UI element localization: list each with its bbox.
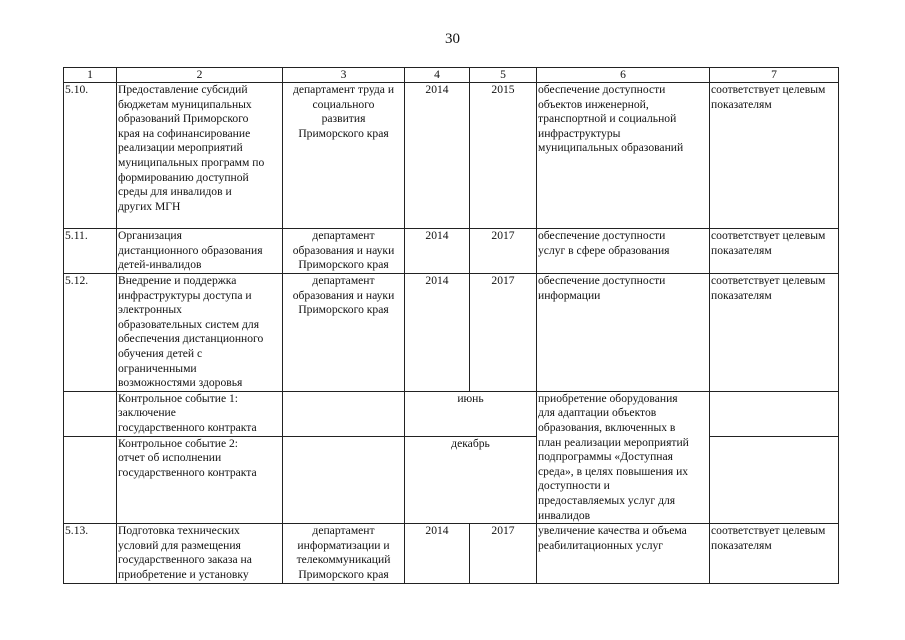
empty-cell xyxy=(64,436,117,523)
expected-result: обеспечение доступности объектов инженерной, транспортной и социальной инфраструктуры муниципальных образований xyxy=(537,83,710,229)
table-row xyxy=(64,83,839,229)
expected-result: обеспечение доступности информации xyxy=(537,274,710,392)
column-header: 2 xyxy=(117,68,283,83)
activity-name: Внедрение и поддержка инфраструктуры доступа и электронных образовательных систем для обеспечения дистанционного обучения детей с ограниченными возможностями здоровья xyxy=(117,274,283,392)
row-number: 5.13. xyxy=(64,524,117,584)
empty-cell xyxy=(710,436,839,523)
control-event-row xyxy=(64,391,839,436)
activity-name: Предоставление субсидий бюджетам муниципальных образований Приморского края на софинансирование реализации мероприятий муниципальных программ по формированию доступной среды для инвалидов и других МГН xyxy=(117,83,283,229)
column-header: 6 xyxy=(537,68,710,83)
activity-name: Организация дистанционного образования детей-инвалидов xyxy=(117,229,283,274)
column-header: 5 xyxy=(470,68,537,83)
start-year: 2014 xyxy=(405,524,470,584)
activity-name: Подготовка технических условий для размещения государственного заказа на приобретение и установку xyxy=(117,524,283,584)
executor: департамент труда и социального развития Приморского края xyxy=(283,83,405,229)
start-year: 2014 xyxy=(405,274,470,392)
empty-cell xyxy=(283,436,405,523)
control-event-date: декабрь xyxy=(405,436,537,523)
program-activities-table xyxy=(63,67,839,584)
table-row xyxy=(64,524,839,584)
row-number: 5.12. xyxy=(64,274,117,392)
indicator-relation: соответствует целевым показателям xyxy=(710,83,839,229)
expected-result: обеспечение доступности услуг в сфере образования xyxy=(537,229,710,274)
control-event-row xyxy=(64,436,839,523)
column-header: 3 xyxy=(283,68,405,83)
expected-result: увеличение качества и объема реабилитационных услуг xyxy=(537,524,710,584)
table-row xyxy=(64,229,839,274)
page-number: 30 xyxy=(445,31,460,47)
column-header: 4 xyxy=(405,68,470,83)
start-year: 2014 xyxy=(405,83,470,229)
row-number: 5.10. xyxy=(64,83,117,229)
start-year: 2014 xyxy=(405,229,470,274)
table-row xyxy=(64,274,839,392)
control-event-name: Контрольное событие 1: заключение государственного контракта xyxy=(117,391,283,436)
end-year: 2015 xyxy=(470,83,537,229)
executor: департамент информатизации и телекоммуникаций Приморского края xyxy=(283,524,405,584)
control-event-result: приобретение оборудования для адаптации объектов образования, включенных в план реализации мероприятий подпрограммы «Доступная среда», в целях повышения их доступности и предоставляемых услуг для инвалидов xyxy=(537,391,710,523)
end-year: 2017 xyxy=(470,229,537,274)
control-event-name: Контрольное событие 2: отчет об исполнении государственного контракта xyxy=(117,436,283,523)
executor: департамент образования и науки Приморского края xyxy=(283,274,405,392)
end-year: 2017 xyxy=(470,274,537,392)
indicator-relation: соответствует целевым показателям xyxy=(710,524,839,584)
column-header: 7 xyxy=(710,68,839,83)
executor: департамент образования и науки Приморского края xyxy=(283,229,405,274)
column-header: 1 xyxy=(64,68,117,83)
end-year: 2017 xyxy=(470,524,537,584)
indicator-relation: соответствует целевым показателям xyxy=(710,229,839,274)
control-event-date: июнь xyxy=(405,391,537,436)
row-number: 5.11. xyxy=(64,229,117,274)
column-number-header-row xyxy=(64,68,839,83)
empty-cell xyxy=(283,391,405,436)
empty-cell xyxy=(64,391,117,436)
indicator-relation: соответствует целевым показателям xyxy=(710,274,839,392)
empty-cell xyxy=(710,391,839,436)
